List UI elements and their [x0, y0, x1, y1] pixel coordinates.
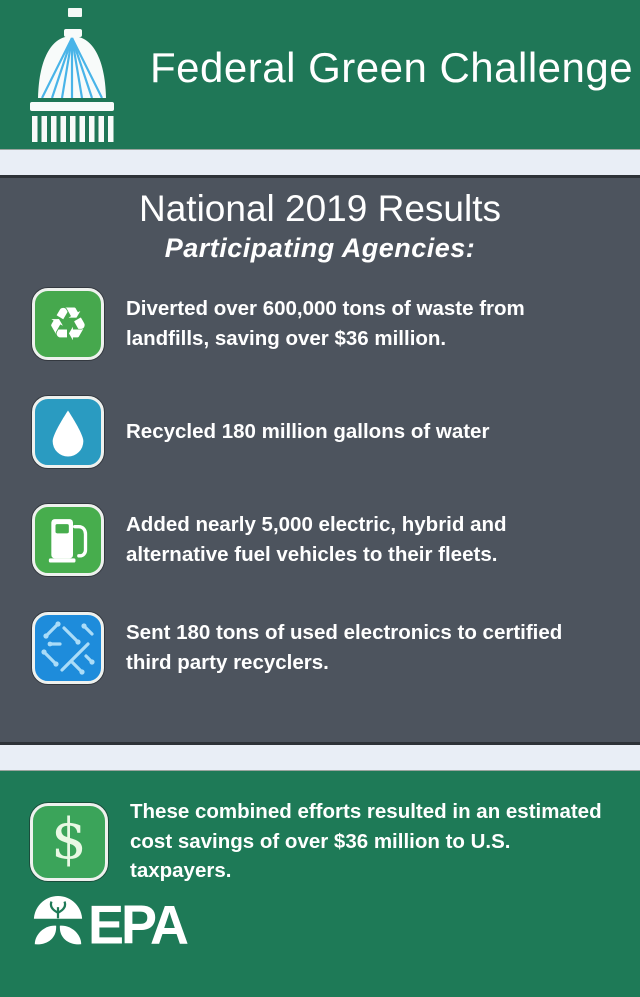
epa-flower-icon [30, 896, 86, 953]
results-list [0, 288, 640, 684]
divider-strip-bottom [0, 742, 640, 771]
recycle-icon [32, 288, 104, 360]
result-item-water [32, 396, 612, 468]
result-text-electronics: Sent 180 tons of used electronics to certified third party recyclers. [126, 621, 563, 674]
capitol-dome-icon [24, 8, 120, 142]
footer-section [0, 771, 640, 997]
results-panel [0, 178, 640, 742]
result-item-waste [32, 288, 612, 360]
header-banner [0, 0, 640, 149]
dollar-glyph: $ [51, 806, 87, 872]
dollar-icon [30, 803, 108, 881]
results-title: National 2019 Results [139, 188, 501, 229]
circuit-board-icon [32, 612, 104, 684]
fuel-pump-icon [32, 504, 104, 576]
summary-text: These combined efforts resulted in an estimated cost savings of over $36 million to U.S. taxpayers. [130, 800, 602, 883]
divider-strip-top [0, 149, 640, 178]
result-item-electronics [32, 612, 612, 684]
summary-item [30, 797, 610, 886]
results-subtitle: Participating Agencies: [164, 233, 476, 263]
result-text-vehicles: Added nearly 5,000 electric, hybrid and alternative fuel vehicles to their fleets. [126, 513, 507, 566]
result-item-vehicles [32, 504, 612, 576]
page-title: Federal Green Challenge [150, 43, 634, 91]
epa-logo [30, 894, 610, 956]
epa-wordmark: EPA [88, 894, 187, 956]
water-drop-icon [32, 396, 104, 468]
recycle-glyph: ♻ [47, 297, 89, 351]
result-text-water: Recycled 180 million gallons of water [126, 420, 490, 444]
result-text-waste: Diverted over 600,000 tons of waste from landfills, saving over $36 million. [126, 297, 525, 350]
